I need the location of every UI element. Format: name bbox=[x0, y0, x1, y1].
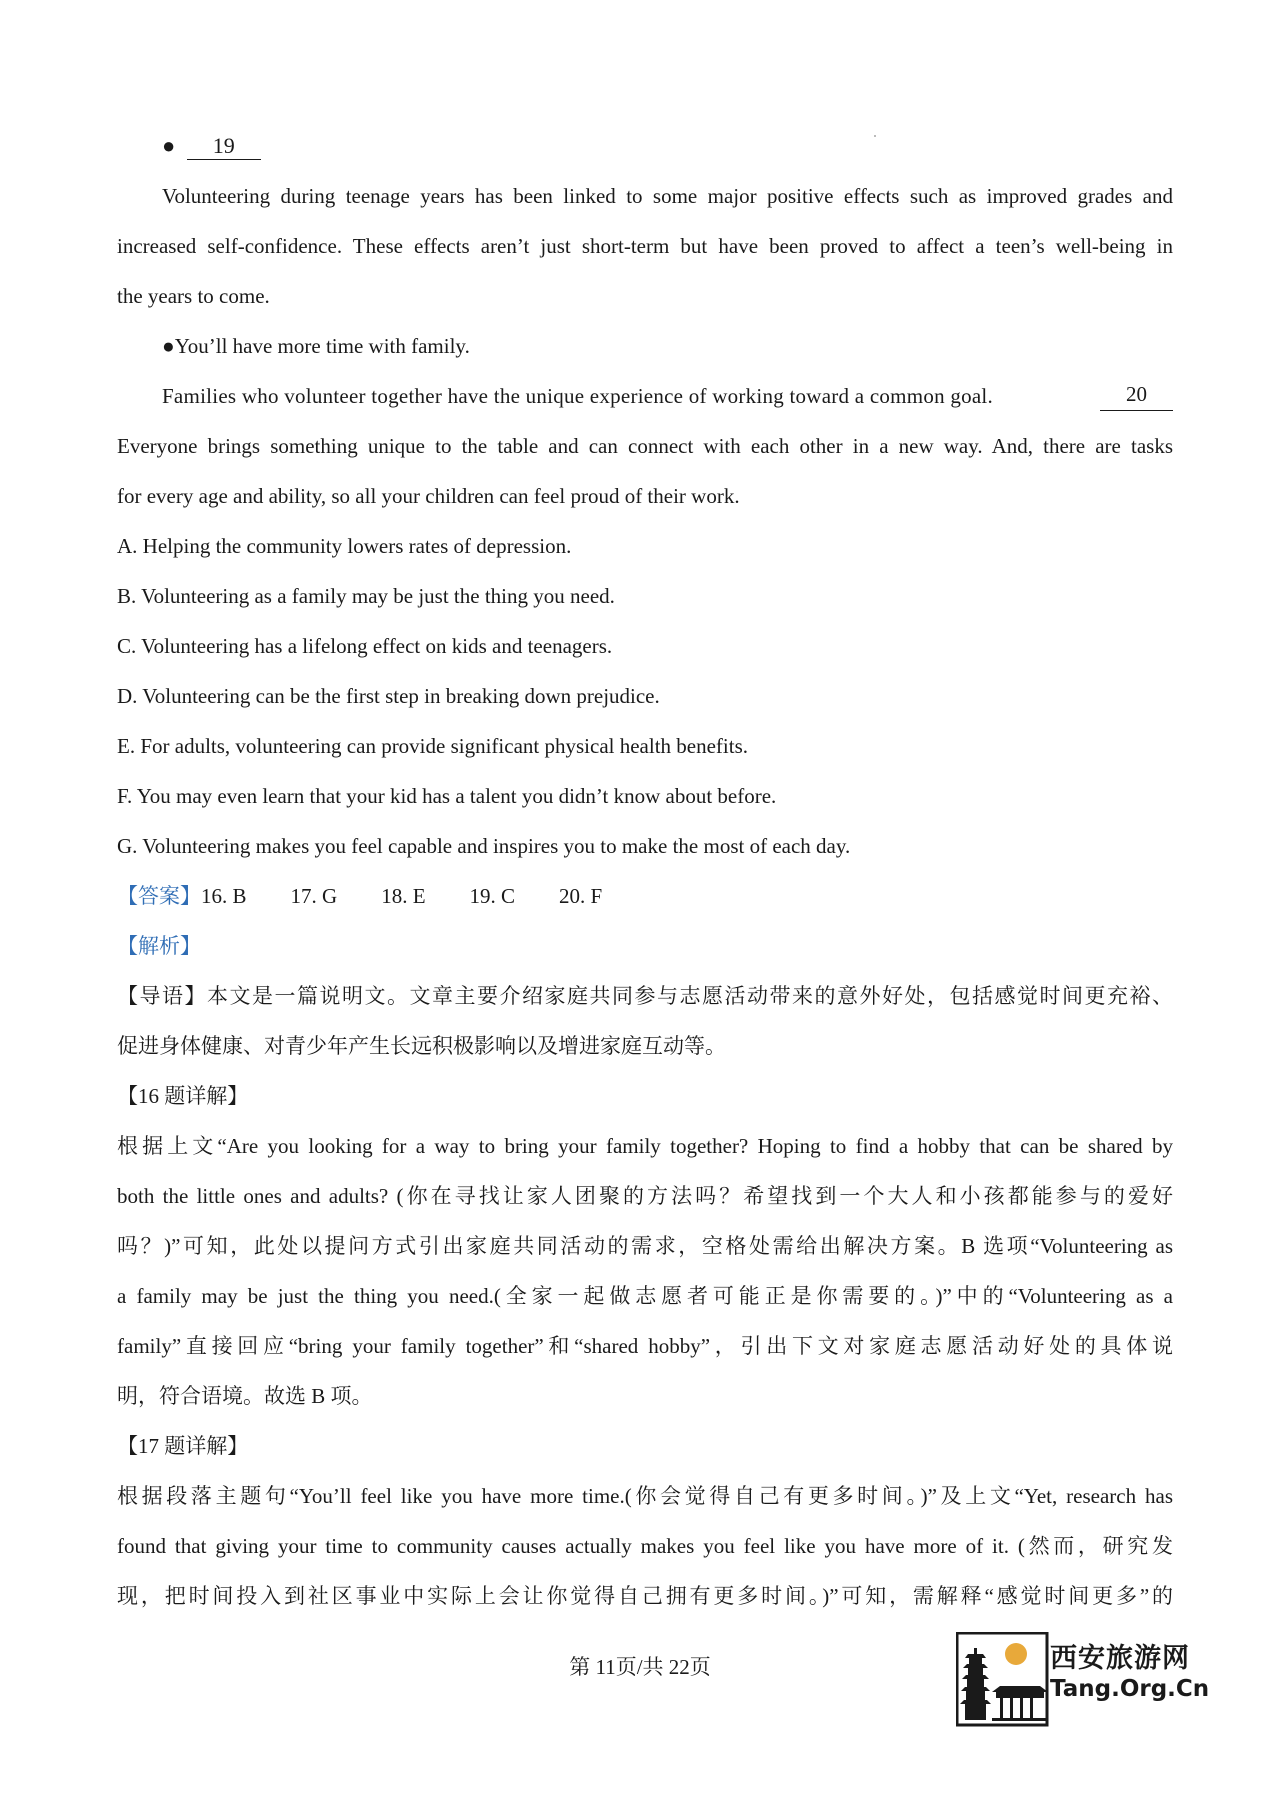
bullet-19 bbox=[162, 131, 1173, 161]
page-number: 第 11页/共 22页 bbox=[569, 1655, 711, 1679]
option-c: C. Volunteering has a lifelong effect on kids and teenagers. bbox=[117, 634, 613, 658]
blank-19: 19 bbox=[187, 133, 261, 160]
answer-row bbox=[117, 881, 1173, 911]
q16-heading: 【16 题详解】 bbox=[117, 1084, 249, 1108]
answer-label: 【答案】 bbox=[117, 884, 201, 908]
para-19-line-1: Volunteering during teenage years has been linked to some major positive effects such as improved grades and bbox=[162, 184, 1173, 208]
q17-line-3: 现，把时间投入到社区事业中实际上会让你觉得自己拥有更多时间。)”可知，需解释“感觉时间更多”的 bbox=[117, 1584, 1173, 1608]
option-e: E. For adults, volunteering can provide significant physical health benefits. bbox=[117, 734, 749, 758]
bullet-family bbox=[162, 331, 1173, 361]
option-f: F. You may even learn that your kid has a talent you didn’t know about before. bbox=[117, 784, 777, 808]
q16-line-5: family”直接回应“bring your family together”和“shared hobby”，引出下文对家庭志愿活动好处的具体说 bbox=[117, 1334, 1173, 1358]
pagoda-icon bbox=[956, 1632, 1052, 1728]
bullet-dot: ● bbox=[162, 133, 176, 158]
option-g: G. Volunteering makes you feel capable and inspires you to make the most of each day. bbox=[117, 834, 851, 858]
para-19-line-2: increased self-confidence. These effects aren’t just short-term but have been proved to affect a teen’s well-being in bbox=[117, 234, 1173, 258]
blank-20: 20 bbox=[1100, 381, 1173, 411]
q17-heading: 【17 题详解】 bbox=[117, 1434, 249, 1458]
q16-line-2: both the little ones and adults? (你在寻找让家人团聚的方法吗？希望找到一个大人和小孩都能参与的爱好 bbox=[117, 1184, 1173, 1208]
bullet-family-text: You’ll have more time with family. bbox=[174, 334, 470, 358]
answer-item: 19. C bbox=[469, 884, 516, 908]
para-20-line-1 bbox=[162, 381, 1173, 411]
para-19-line-3: the years to come. bbox=[117, 284, 270, 308]
q16-line-6: 明，符合语境。故选 B 项。 bbox=[117, 1384, 373, 1408]
answer-item: 20. F bbox=[559, 884, 603, 908]
answer-item: 17. G bbox=[290, 884, 338, 908]
intro-text: 本文是一篇说明文。文章主要介绍家庭共同参与志愿活动带来的意外好处，包括感觉时间更充裕、 bbox=[207, 984, 1173, 1008]
q16-line-1: 根据上文“Are you looking for a way to bring your family together? Hoping to find a hobby that can be shared by bbox=[117, 1134, 1173, 1158]
q17-line-1: 根据段落主题句“You’ll feel like you have more time.(你会觉得自己有更多时间。)”及上文“Yet, research has bbox=[117, 1484, 1173, 1508]
q17-line-2: found that giving your time to community causes actually makes you feel like you have more of it. (然而，研究发 bbox=[117, 1534, 1173, 1558]
intro-label: 【导语】 bbox=[117, 984, 207, 1008]
option-a: A. Helping the community lowers rates of depression. bbox=[117, 534, 572, 558]
analysis-label: 【解析】 bbox=[117, 934, 201, 958]
logo-text-en: Tang.Org.Cn bbox=[1050, 1676, 1210, 1702]
para-20-line-2: Everyone brings something unique to the table and can connect with each other in a new way. And, there are tasks bbox=[117, 434, 1173, 458]
logo-text-cn: 西安旅游网 bbox=[1050, 1643, 1190, 1674]
para-20-line-3: for every age and ability, so all your children can feel proud of their work. bbox=[117, 484, 740, 508]
intro-line-1 bbox=[117, 981, 1173, 1011]
q16-line-3: 吗？)”可知，此处以提问方式引出家庭共同活动的需求，空格处需给出解决方案。B 选项“Volunteering as bbox=[117, 1234, 1173, 1258]
para-20-first-text: Families who volunteer together have the unique experience of working toward a common goal. bbox=[162, 384, 994, 408]
answer-item: 16. B bbox=[201, 884, 247, 908]
intro-line-2: 促进身体健康、对青少年产生长远积极影响以及增进家庭互动等。 bbox=[117, 1034, 726, 1058]
option-b: B. Volunteering as a family may be just the thing you need. bbox=[117, 584, 615, 608]
site-logo bbox=[956, 1632, 1216, 1728]
option-d: D. Volunteering can be the first step in breaking down prejudice. bbox=[117, 684, 660, 708]
q16-line-4: a family may be just the thing you need.(全家一起做志愿者可能正是你需要的。)”中的“Volunteering as a bbox=[117, 1284, 1173, 1308]
answer-item: 18. E bbox=[381, 884, 426, 908]
bullet-dot: ● bbox=[162, 334, 175, 358]
